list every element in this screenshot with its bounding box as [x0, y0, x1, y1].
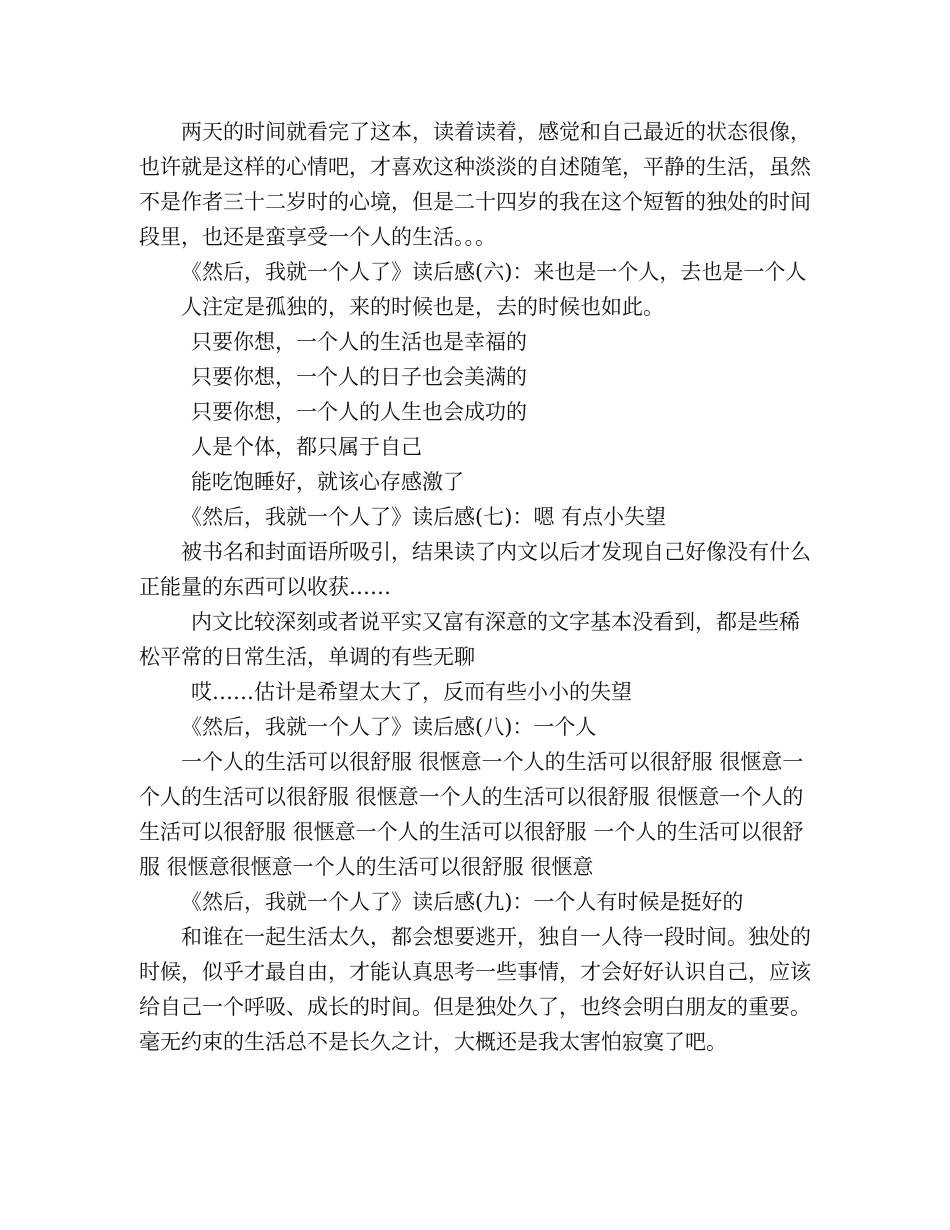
section-heading-7: 《然后，我就一个人了》读后感(七)：嗯 有点小失望: [181, 505, 667, 529]
section-heading-6: 《然后，我就一个人了》读后感(六)：来也是一个人，去也是一个人: [181, 260, 807, 284]
paragraph-1: 两天的时间就看完了这本，读着读着，感觉和自己最近的状态很像，也许就是这样的心情吧，才喜欢这种淡淡的自述随笔，平静的生活，虽然不是作者三十二岁时的心境，但是二十四岁的我在这个短暂的独处的时间段里，也还是蛮享受一个人的生活。。。: [139, 120, 811, 249]
line-fulfilling: 只要你想，一个人的日子也会美满的: [191, 365, 527, 389]
paragraph-7: 和谁在一起生活太久，都会想要逃开，独自一人待一段时间。独处的时候，似乎才最自由，才能认真思考一些事情，才会好好认识自己，应该给自己一个呼吸、成长的时间。但是独处久了，也终会明白朋友的重要。毫无约束的生活总不是长久之计，大概还是我太害怕寂寞了吧。: [139, 925, 811, 1054]
paragraph-2: 人注定是孤独的，来的时候也是，去的时候也如此。: [181, 295, 664, 319]
document-body: [139, 115, 819, 1060]
line-successful: 只要你想，一个人的人生也会成功的: [191, 400, 527, 424]
paragraph-5: 哎……估计是希望太大了，反而有些小小的失望: [191, 680, 632, 704]
paragraph-4: 内文比较深刻或者说平实又富有深意的文字基本没看到，都是些稀松平常的日常生活，单调的有些无聊: [139, 610, 800, 669]
section-heading-9: 《然后，我就一个人了》读后感(九)：一个人有时候是挺好的: [181, 890, 744, 914]
paragraph-3: 被书名和封面语所吸引，结果读了内文以后才发现自己好像没有什么正能量的东西可以收获……: [139, 540, 811, 599]
line-grateful: 能吃饱睡好，就该心存感激了: [191, 470, 464, 494]
section-heading-8: 《然后，我就一个人了》读后感(八)：一个人: [181, 715, 597, 739]
line-happy: 只要你想，一个人的生活也是幸福的: [191, 330, 527, 354]
paragraph-6: 一个人的生活可以很舒服 很惬意一个人的生活可以很舒服 很惬意一个人的生活可以很舒服 很惬意一个人的生活可以很舒服 很惬意一个人的生活可以很舒服 很惬意一个人的生活可以很舒服 一个人的生活可以很舒服 很惬意很惬意一个人的生活可以很舒服 很惬意: [139, 750, 804, 879]
line-individual: 人是个体，都只属于自己: [191, 435, 422, 459]
